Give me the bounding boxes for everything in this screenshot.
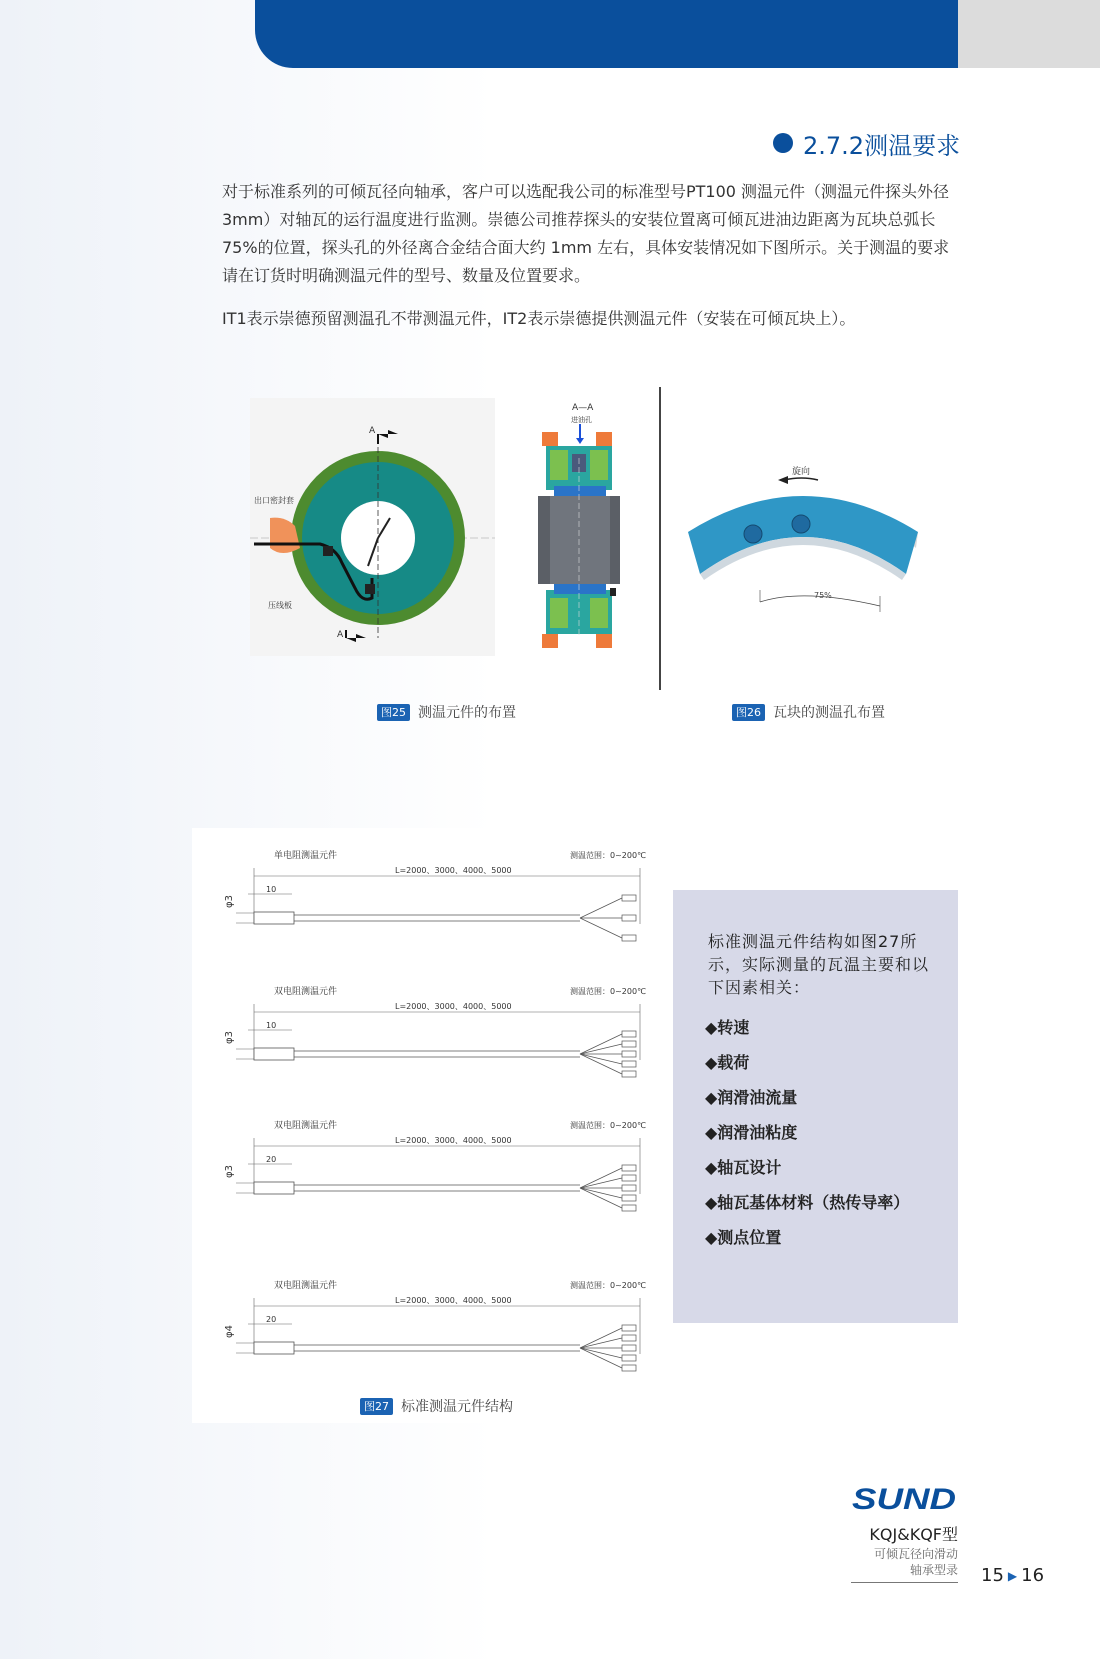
factor-item: ◆转速 [705, 1018, 750, 1037]
sensor-probe [254, 912, 294, 924]
paragraph-2: IT1表示崇德预留测温孔不带测温元件，IT2表示崇德提供测温元件（安装在可倾瓦块上）。 [222, 309, 856, 328]
heading-dot-icon [773, 133, 793, 153]
sensor-lead [580, 1178, 622, 1188]
figure-25-caption-text: 测温元件的布置 [418, 705, 516, 721]
sensor-terminal [622, 1205, 636, 1211]
sensor-range: 测温范围：0~200℃ [570, 1121, 647, 1130]
info-intro: 标准测温元件结构如图27所示，实际测量的瓦温主要和以下因素相关： [708, 932, 930, 997]
header-band [255, 0, 958, 68]
figure-25-drawing [250, 398, 625, 656]
section-heading [773, 126, 960, 160]
factor-item: ◆润滑油粘度 [705, 1123, 798, 1142]
sensor-length: L=2000、3000、4000、5000 [395, 1136, 512, 1145]
figure-26-tag: 图26 [732, 704, 765, 721]
sensor-diameter: φ3 [224, 1165, 235, 1178]
sensor-probe [254, 1342, 294, 1354]
figure-27-caption-text: 标准测温元件结构 [401, 1399, 513, 1415]
figure-27-caption [360, 1396, 513, 1416]
factor-item: ◆测点位置 [705, 1228, 782, 1247]
sensor-probe [254, 1048, 294, 1060]
sensor-lead [580, 1054, 622, 1074]
factor-item: ◆载荷 [705, 1053, 750, 1072]
sensor-terminal [622, 1355, 636, 1361]
sensor-name: 双电阻测温元件 [274, 1281, 338, 1291]
factor-item: ◆轴瓦设计 [705, 1158, 782, 1177]
product-sub-2: 轴承型录 [909, 1563, 958, 1577]
sensor-terminal [622, 895, 636, 901]
figure-26-caption-text: 瓦块的测温孔布置 [773, 705, 885, 721]
factor-item: ◆润滑油流量 [705, 1088, 798, 1107]
sensor-dim: 20 [266, 1155, 277, 1164]
page-arrow-icon: ▶ [1007, 1568, 1018, 1583]
sensor-dim: 20 [266, 1315, 277, 1324]
sensor-range: 测温范围：0~200℃ [570, 851, 647, 860]
sensor-diameter: φ4 [224, 1325, 235, 1338]
figure-divider [659, 387, 661, 690]
sensor-terminal [622, 1195, 636, 1201]
sensor-terminal [622, 1335, 636, 1341]
sensor-lead [580, 1348, 622, 1368]
sensor-range: 测温范围：0~200℃ [570, 987, 647, 996]
sensor-lead [580, 1034, 622, 1054]
sensor-diameter: φ3 [224, 1031, 235, 1044]
page-numbers [981, 1565, 1044, 1586]
sensor-terminal [622, 1031, 636, 1037]
figure-25-tag: 图25 [377, 704, 410, 721]
fig25-label-outlet: 出口密封套 [254, 496, 294, 505]
fig25-label-a-bottom: A [337, 630, 344, 640]
sensor-terminal [622, 1071, 636, 1077]
sensor-lead [580, 1188, 622, 1198]
sensor-terminal [622, 1051, 636, 1057]
sensor-lead [580, 918, 622, 938]
figure-25-caption [377, 702, 516, 722]
info-box [673, 890, 958, 1323]
sensor-length: L=2000、3000、4000、5000 [395, 866, 512, 875]
sensor-terminal [622, 935, 636, 941]
sensor-length: L=2000、3000、4000、5000 [395, 1002, 512, 1011]
fig25-label-plate: 压线板 [268, 601, 292, 610]
section-title-text: 2.7.2测温要求 [803, 131, 961, 160]
sensor-lead [580, 1348, 622, 1358]
sensor-drawings [192, 828, 654, 1398]
sensor-name: 双电阻测温元件 [274, 1121, 338, 1131]
sensor-range: 测温范围：0~200℃ [570, 1281, 647, 1290]
sensor-dim: 10 [266, 885, 277, 894]
product-sub-1: 可倾瓦径向滑动 [873, 1547, 958, 1561]
fig26-label-rotation: 旋向 [792, 467, 811, 477]
sensor-lead [580, 1168, 622, 1188]
sensor-lead [580, 1188, 622, 1208]
page-right: 16 [1021, 1565, 1045, 1586]
fig26-label-percent: 75% [814, 591, 832, 600]
sensor-terminal [622, 1345, 636, 1351]
logo-text: SUND [852, 1483, 956, 1513]
sensor-name: 双电阻测温元件 [274, 987, 338, 997]
sensor-terminal [622, 1165, 636, 1171]
sensor-lead [580, 1338, 622, 1348]
page-left: 15 [981, 1565, 1004, 1586]
fig25-label-a-top: A [369, 426, 376, 436]
figure-27-tag: 图27 [360, 1398, 393, 1415]
factor-list [705, 1010, 909, 1255]
fig25-label-aa: A—A [572, 403, 594, 413]
sensor-diameter: φ3 [224, 895, 235, 908]
figure-26-caption [732, 702, 885, 722]
sensor-dim: 10 [266, 1021, 277, 1030]
sensor-lead [580, 1054, 622, 1064]
figure-26-drawing [680, 450, 925, 625]
sensor-terminal [622, 1185, 636, 1191]
factor-item: ◆轴瓦基体材料（热传导率） [705, 1193, 910, 1212]
sensor-terminal [622, 1325, 636, 1331]
sensor-name: 单电阻测温元件 [274, 851, 338, 861]
figure-27-panel [192, 828, 654, 1423]
sund-logo [851, 1483, 958, 1513]
footer-rule [851, 1582, 958, 1583]
sensor-length: L=2000、3000、4000、5000 [395, 1296, 512, 1305]
header-gray-block [958, 0, 1100, 68]
sensor-terminal [622, 1175, 636, 1181]
fig25-label-inlet: 进油孔 [571, 416, 592, 424]
product-name: KQJ&KQF型 [869, 1525, 958, 1544]
sensor-probe [254, 1182, 294, 1194]
sensor-terminal [622, 1061, 636, 1067]
paragraph-1: 对于标准系列的可倾瓦径向轴承，客户可以选配我公司的标准型号PT100 测温元件（测温元件探头外径3mm）对轴瓦的运行温度进行监测。崇德公司推荐探头的安装位置离可倾瓦进油边距离为瓦块总弧长 75%的位置，探头孔的外径离合金结合面大约 1mm 左右，具体安装情况如下图所示。关于测温的要求请在订货时明确测温元件的型号、数量及位置要求。 [222, 182, 950, 285]
sensor-lead [580, 898, 622, 918]
sensor-terminal [622, 915, 636, 921]
sensor-terminal [622, 1041, 636, 1047]
sensor-terminal [622, 1365, 636, 1371]
sensor-lead [580, 1328, 622, 1348]
sensor-lead [580, 1044, 622, 1054]
